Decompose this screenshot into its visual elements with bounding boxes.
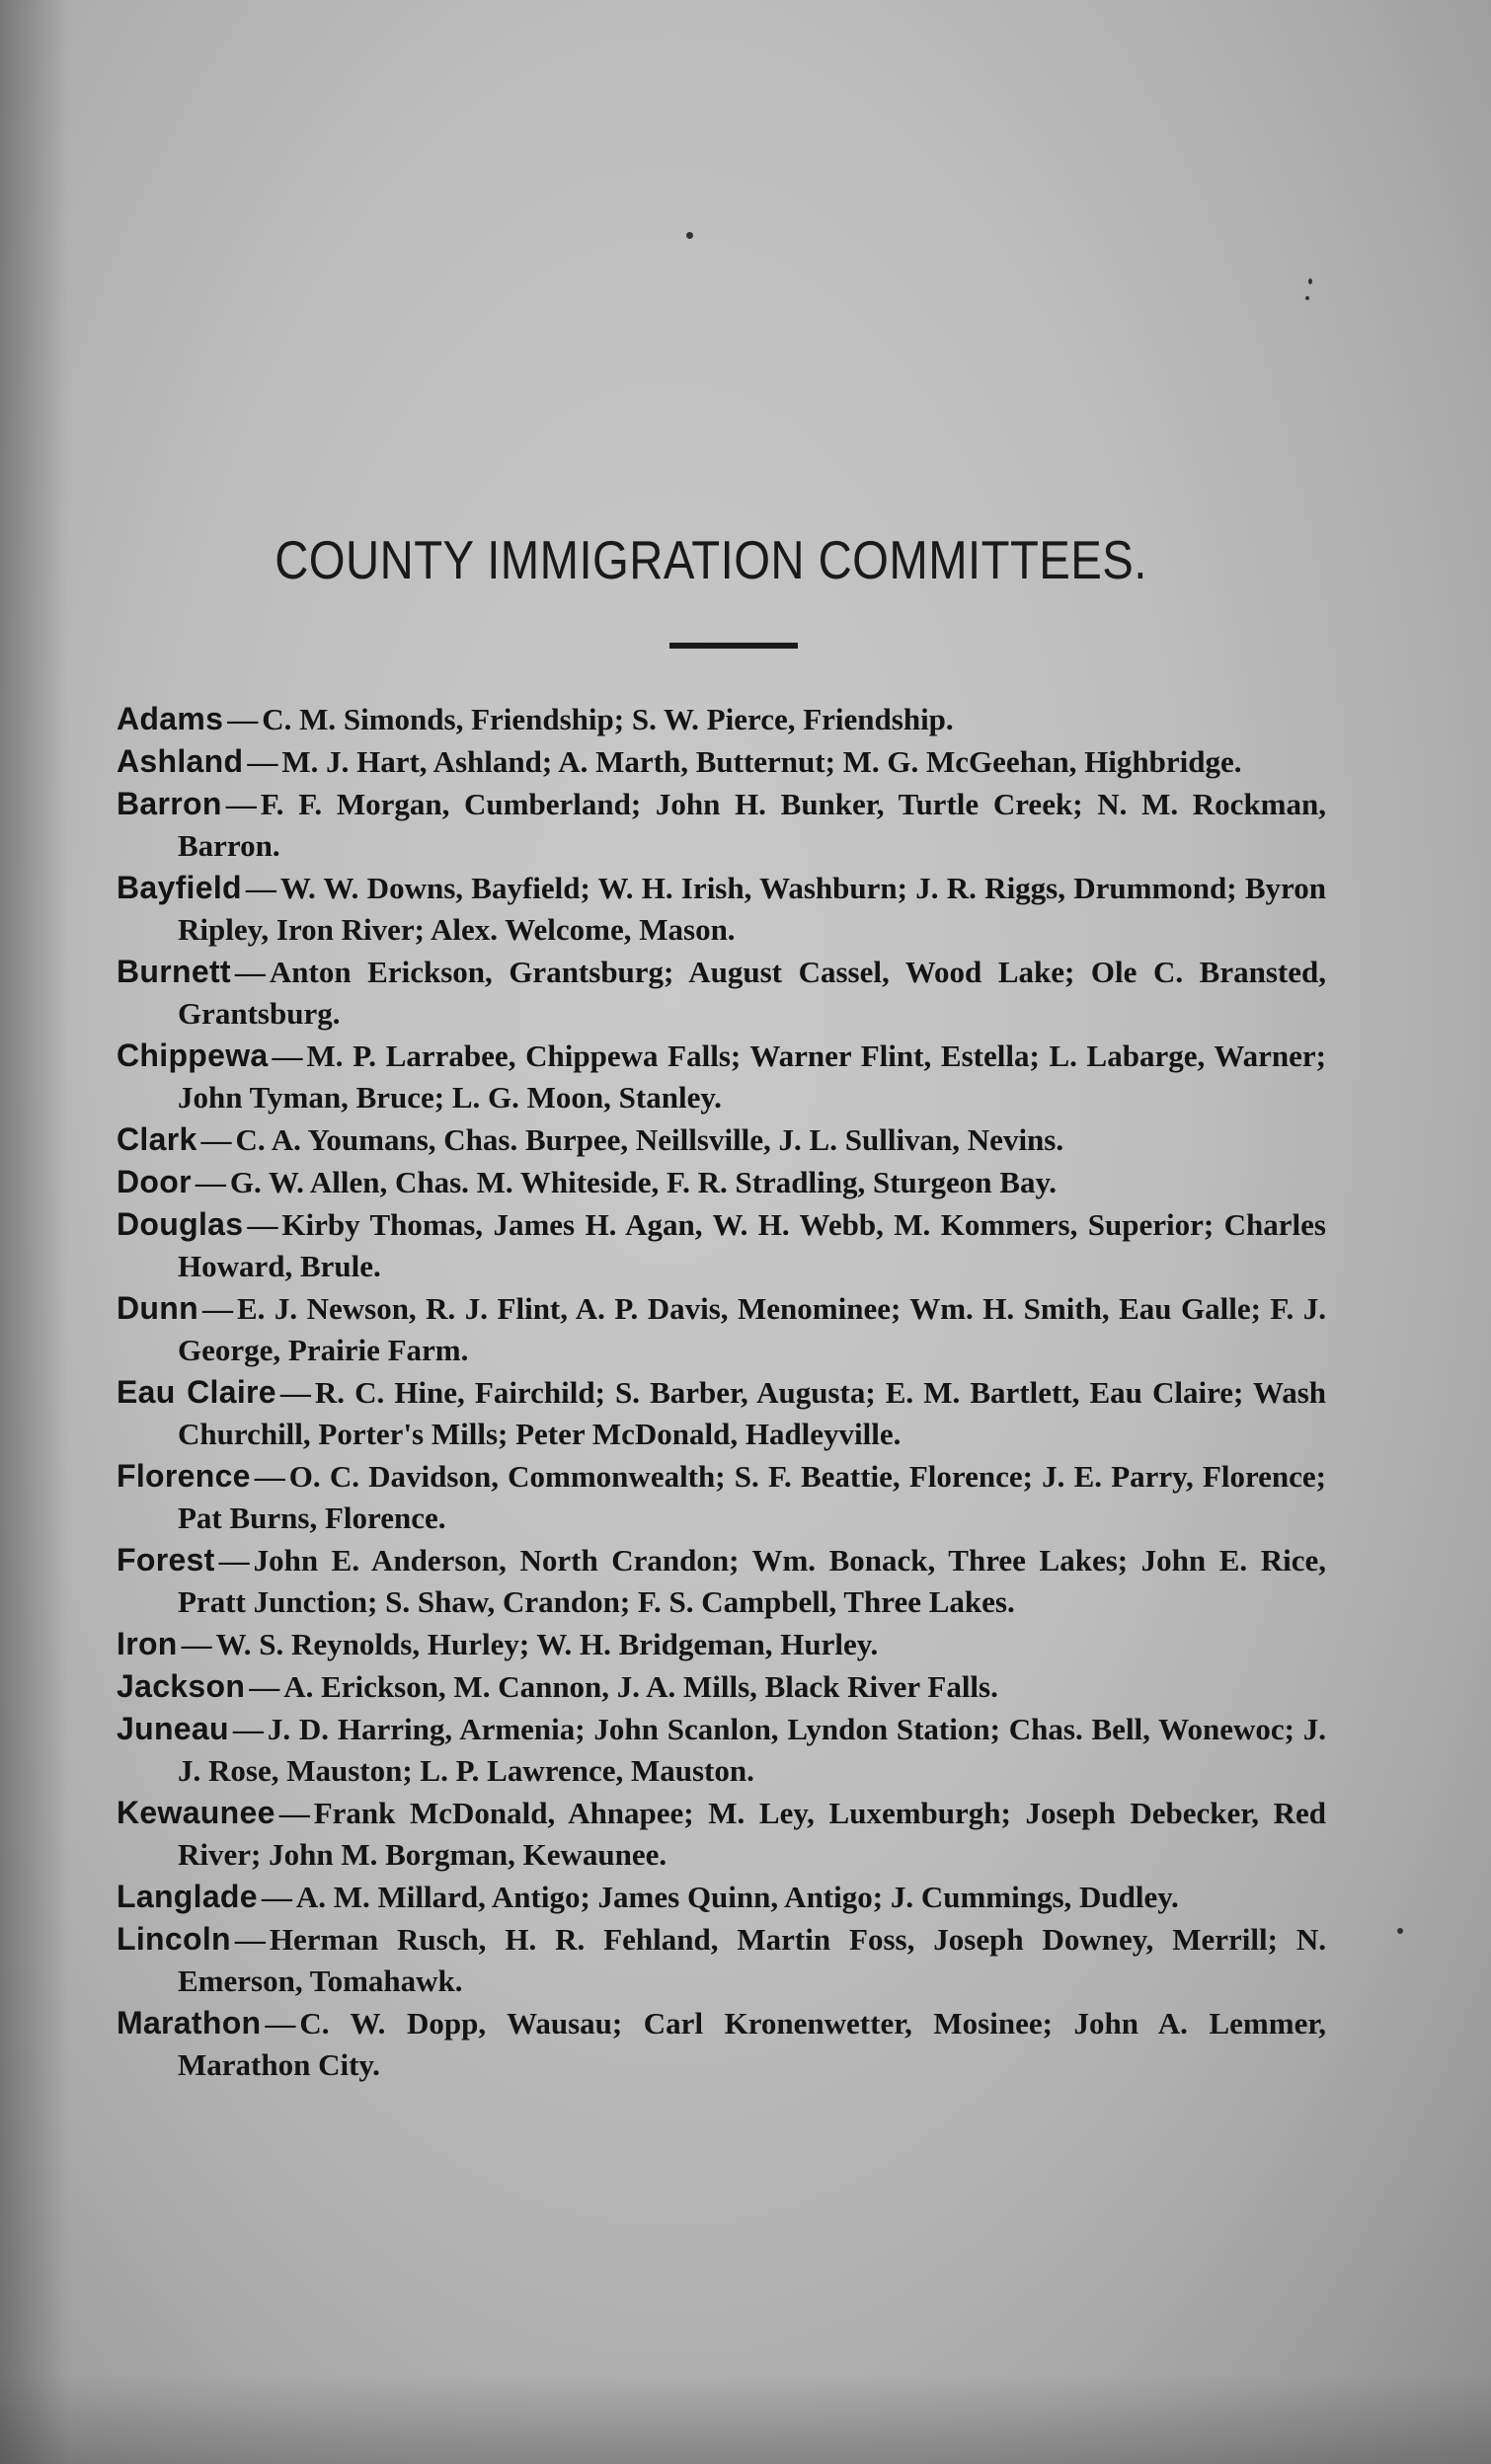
- county-name: Iron: [117, 1626, 178, 1661]
- list-item: Ashland — M. J. Hart, Ashland; A. Marth, Butternut; M. G. McGeehan, Highbridge.: [117, 743, 1242, 779]
- county-name: Kewaunee: [117, 1795, 275, 1830]
- list-item: Langlade — A. M. Millard, Antigo; James Quinn, Antigo; J. Cummings, Dudley.: [117, 1879, 1179, 1914]
- county-name: Chippewa: [117, 1038, 269, 1073]
- list-item: Forest — John E. Anderson, North Crandon; Wm. Bonack, Three Lakes; John E. Rice, Pratt Junction; S. Shaw, Crandon; F. S. Campbell, Three Lakes.: [117, 1542, 1326, 1619]
- list-item: Jackson — A. Erickson, M. Cannon, J. A. Mills, Black River Falls.: [117, 1668, 998, 1704]
- list-item: Adams — C. M. Simonds, Friendship; S. W. Pierce, Friendship.: [117, 701, 954, 736]
- committee-members: J. D. Harring, Armenia; John Scanlon, Lyndon Station; Chas. Bell, Wonewoc; J. J. Rose, Mauston; L. P. Lawrence, Mauston.: [178, 1712, 1326, 1788]
- list-item: Lincoln — Herman Rusch, H. R. Fehland, Martin Foss, Joseph Downey, Merrill; N. Emerson, Tomahawk.: [117, 1921, 1326, 1998]
- county-name: Douglas: [117, 1206, 244, 1242]
- committee-members: Herman Rusch, H. R. Fehland, Martin Foss, Joseph Downey, Merrill; N. Emerson, Tomahawk.: [178, 1922, 1326, 1998]
- committee-members: O. C. Davidson, Commonwealth; S. F. Beattie, Florence; J. E. Parry, Florence; Pat Burns, Florence.: [178, 1459, 1326, 1535]
- list-item: Kewaunee — Frank McDonald, Ahnapee; M. Ley, Luxemburgh; Joseph Debecker, Red River; John M. Borgman, Kewaunee.: [117, 1795, 1326, 1872]
- county-name: Adams: [117, 701, 224, 736]
- list-item: Barron — F. F. Morgan, Cumberland; John H. Bunker, Turtle Creek; N. M. Rockman, Barron.: [117, 786, 1326, 863]
- title-divider: [669, 643, 798, 649]
- county-name: Jackson: [117, 1668, 246, 1704]
- county-name: Langlade: [117, 1879, 258, 1914]
- committee-members: C. M. Simonds, Friendship; S. W. Pierce, Friendship.: [262, 702, 954, 736]
- committee-members: A. M. Millard, Antigo; James Quinn, Antigo; J. Cummings, Dudley.: [295, 1880, 1179, 1914]
- committee-members: R. C. Hine, Fairchild; S. Barber, Augusta; E. M. Bartlett, Eau Claire; Wash Churchill, Porter's Mills; Peter McDonald, Hadleyville.: [178, 1375, 1326, 1451]
- list-item: Marathon — C. W. Dopp, Wausau; Carl Kronenwetter, Mosinee; John A. Lemmer, Marathon City.: [117, 2005, 1326, 2082]
- committee-members: W. W. Downs, Bayfield; W. H. Irish, Washburn; J. R. Riggs, Drummond; Byron Ripley, Iron River; Alex. Welcome, Mason.: [178, 871, 1326, 947]
- committee-members: Frank McDonald, Ahnapee; M. Ley, Luxemburgh; Joseph Debecker, Red River; John M. Borgman, Kewaunee.: [178, 1796, 1326, 1872]
- committee-members: C. W. Dopp, Wausau; Carl Kronenwetter, Mosinee; John A. Lemmer, Marathon City.: [178, 2006, 1326, 2082]
- committee-members: A. Erickson, M. Cannon, J. A. Mills, Black River Falls.: [283, 1669, 998, 1704]
- ink-speck: [1305, 296, 1309, 300]
- list-item: Bayfield — W. W. Downs, Bayfield; W. H. Irish, Washburn; J. R. Riggs, Drummond; Byron Ripley, Iron River; Alex. Welcome, Mason.: [117, 870, 1326, 947]
- list-item: Door — G. W. Allen, Chas. M. Whiteside, F. R. Stradling, Sturgeon Bay.: [117, 1164, 1058, 1199]
- ink-speck: [686, 232, 693, 239]
- list-item: Clark — C. A. Youmans, Chas. Burpee, Neillsville, J. L. Sullivan, Nevins.: [117, 1121, 1064, 1157]
- committee-list: [117, 698, 1326, 2086]
- county-name: Burnett: [117, 954, 231, 989]
- list-item: Juneau — J. D. Harring, Armenia; John Scanlon, Lyndon Station; Chas. Bell, Wonewoc; J. J. Rose, Mauston; L. P. Lawrence, Mauston.: [117, 1711, 1326, 1788]
- list-item: Douglas — Kirby Thomas, James H. Agan, W. H. Webb, M. Kommers, Superior; Charles Howard, Brule.: [117, 1206, 1326, 1283]
- list-item: Florence — O. C. Davidson, Commonwealth; S. F. Beattie, Florence; J. E. Parry, Florence; Pat Burns, Florence.: [117, 1458, 1326, 1535]
- committee-members: F. F. Morgan, Cumberland; John H. Bunker, Turtle Creek; N. M. Rockman, Barron.: [178, 787, 1326, 863]
- list-item: Chippewa — M. P. Larrabee, Chippewa Falls; Warner Flint, Estella; L. Labarge, Warner; John Tyman, Bruce; L. G. Moon, Stanley.: [117, 1038, 1326, 1115]
- county-name: Door: [117, 1164, 192, 1199]
- committee-members: M. J. Hart, Ashland; A. Marth, Butternut; M. G. McGeehan, Highbridge.: [281, 744, 1242, 779]
- page-title: COUNTY IMMIGRATION COMMITTEES.: [275, 529, 1147, 590]
- ink-speck: [1308, 278, 1312, 284]
- county-name: Ashland: [117, 743, 244, 779]
- county-name: Lincoln: [117, 1921, 231, 1957]
- county-name: Dunn: [117, 1290, 198, 1326]
- committee-members: M. P. Larrabee, Chippewa Falls; Warner Flint, Estella; L. Labarge, Warner; John Tyman, Bruce; L. G. Moon, Stanley.: [178, 1039, 1326, 1115]
- committee-members: W. S. Reynolds, Hurley; W. H. Bridgeman, Hurley.: [215, 1627, 879, 1661]
- county-name: Bayfield: [117, 870, 242, 905]
- committee-members: Anton Erickson, Grantsburg; August Cassel, Wood Lake; Ole C. Bransted, Grantsburg.: [178, 955, 1326, 1031]
- list-item: Iron — W. S. Reynolds, Hurley; W. H. Bridgeman, Hurley.: [117, 1626, 879, 1661]
- committee-members: G. W. Allen, Chas. M. Whiteside, F. R. Stradling, Sturgeon Bay.: [229, 1165, 1058, 1199]
- county-name: Juneau: [117, 1711, 229, 1746]
- county-name: Forest: [117, 1542, 215, 1578]
- committee-members: E. J. Newson, R. J. Flint, A. P. Davis, Menominee; Wm. H. Smith, Eau Galle; F. J. George, Prairie Farm.: [178, 1291, 1326, 1367]
- county-name: Marathon: [117, 2005, 262, 2040]
- list-item: Eau Claire — R. C. Hine, Fairchild; S. Barber, Augusta; E. M. Bartlett, Eau Claire; Wash Churchill, Porter's Mills; Peter McDonald, Hadleyville.: [117, 1374, 1326, 1451]
- list-item: Dunn — E. J. Newson, R. J. Flint, A. P. Davis, Menominee; Wm. H. Smith, Eau Galle; F. J. George, Prairie Farm.: [117, 1290, 1326, 1367]
- committee-members: Kirby Thomas, James H. Agan, W. H. Webb, M. Kommers, Superior; Charles Howard, Brule.: [178, 1207, 1326, 1283]
- county-name: Eau Claire: [117, 1374, 276, 1410]
- county-name: Barron: [117, 786, 222, 821]
- committee-members: C. A. Youmans, Chas. Burpee, Neillsville, J. L. Sullivan, Nevins.: [235, 1122, 1064, 1157]
- county-name: Clark: [117, 1121, 197, 1157]
- county-name: Florence: [117, 1458, 251, 1494]
- committee-members: John E. Anderson, North Crandon; Wm. Bonack, Three Lakes; John E. Rice, Pratt Junction; S. Shaw, Crandon; F. S. Campbell, Three Lakes.: [178, 1543, 1326, 1619]
- list-item: Burnett — Anton Erickson, Grantsburg; August Cassel, Wood Lake; Ole C. Bransted, Grantsburg.: [117, 954, 1326, 1031]
- ink-speck: [1397, 1928, 1403, 1934]
